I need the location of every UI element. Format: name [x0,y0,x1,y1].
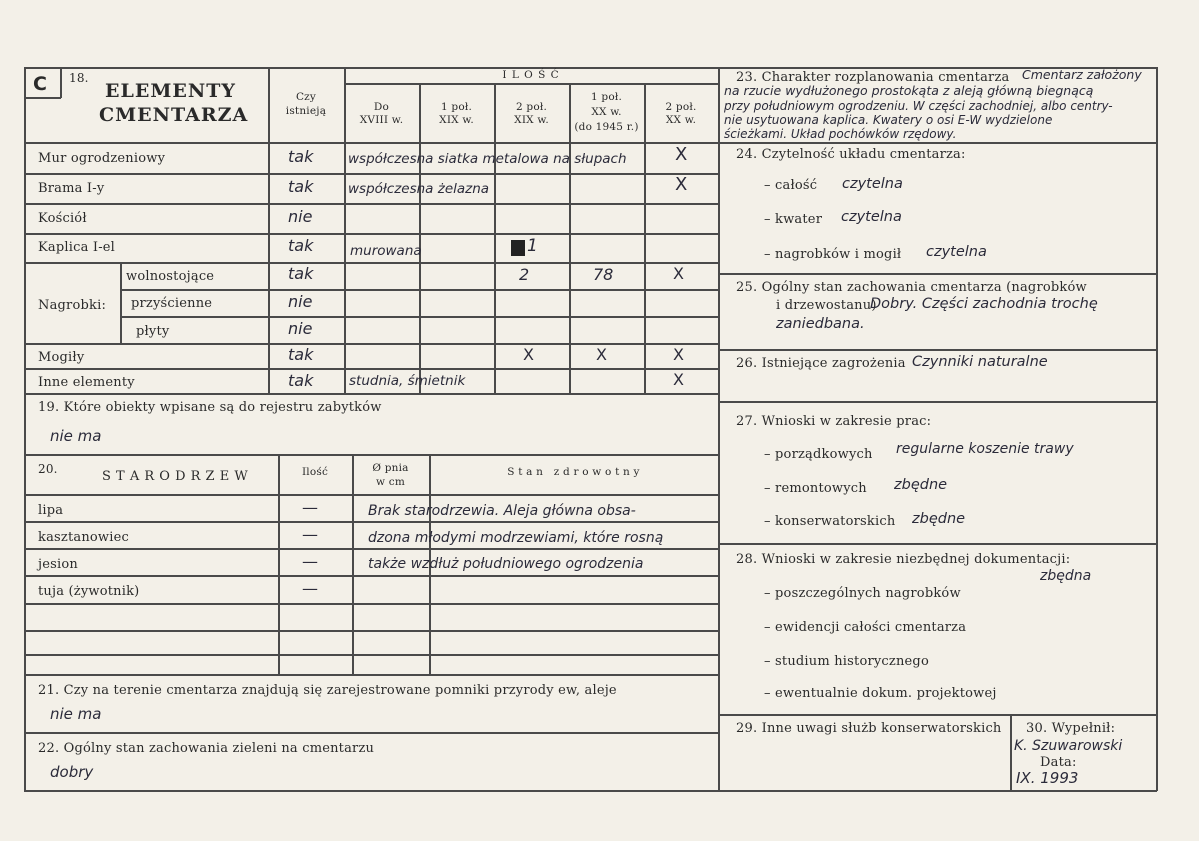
period-1-l2: XVIII w. [359,114,404,126]
q30-date: IX. 1993 [1016,769,1079,787]
period-3-l2: XIX w. [514,114,549,126]
q23-answer-1: Cmentarz założony [1022,67,1142,82]
row-line-7 [24,343,718,345]
row-label-mogily: Mogiły [38,350,85,365]
tree-lipa-qty: — [302,498,318,517]
q20-line-4 [24,603,718,605]
q26-answer: Czynniki naturalne [912,354,1048,370]
q20-line-5 [24,630,718,632]
desc-inne: studnia, śmietnik [349,373,466,389]
period-4-l1: 1 poł. [590,91,622,103]
q23-answer-5: ścieżkami. Układ pochówków rzędowy. [724,127,957,141]
q20-col-1 [278,454,280,674]
q20-stan: S t a n z d r o w o t n y [507,466,640,478]
frame-middle [718,67,720,791]
wolnostojace-c5: X [673,264,684,283]
q20-header: S T A R O D R Z E W [102,469,249,484]
q23-answer-3: przy południowym ogrodzeniu. W części zachodniej, albo centry- [724,99,1113,113]
q21-answer: nie ma [50,705,102,723]
mark-brama: X [675,174,688,195]
q30-date-label: Data: [1040,755,1077,770]
quantity-header: I L O Ś Ć [502,69,560,81]
q20-line-6 [24,654,718,656]
row-line-header [24,142,718,144]
mogily-c3: X [523,345,534,364]
q28-item-1: – poszczególnych nagrobków [764,586,961,601]
exists-header-1: Czy [295,91,317,103]
q24-item-1-answer: czytelna [842,176,903,192]
q27-item-3-label: – konserwatorskich [764,514,896,529]
q20-pnia-2: w cm [376,476,405,488]
q21-bottom [24,732,718,734]
row-label-plyty: płyty [136,324,170,339]
q30-label: 30. Wypełnił: [1026,721,1116,736]
exists-kaplica: tak [288,236,314,255]
exists-mur: tak [288,147,314,166]
row-label-przyscienne: przyścienne [131,296,213,311]
row-line-9 [24,393,718,395]
q26-label: 26. Istniejące zagrożenia [736,356,906,371]
q26-bottom [718,401,1156,403]
q25-answer-1: Dobry. Części zachodnia trochę [870,296,1098,312]
exists-przyscienne: nie [288,292,313,311]
q20-line-2 [24,548,718,550]
q27-item-1-answer: regularne koszenie trawy [896,441,1074,457]
period-4-l3: (do 1945 r.) [574,121,639,133]
quantity-header-line [344,83,718,85]
mogily-c4: X [596,345,607,364]
col-sep-1 [419,83,421,393]
exists-kosciol: nie [288,207,313,226]
col-sep-4 [644,83,646,393]
q22-answer: dobry [50,763,94,781]
title-line-2: CMENTARZA [99,104,249,126]
q24-item-3-answer: czytelna [926,244,987,260]
q23-answer-2: na rzucie wydłużonego prostokąta z aleją główną biegnącą [724,83,1094,98]
row-line-3 [24,233,718,235]
desc-brama: współczesna żelazna [348,181,490,197]
q27-item-3-answer: zbędne [912,511,966,527]
row-label-kaplica: Kaplica I-el [38,240,116,255]
period-4-l2: XX w. [591,106,622,118]
exists-plyty: nie [288,319,313,338]
q28-item-4: – ewentualnie dokum. projektowej [764,686,997,701]
q24-item-3-label: – nagrobków i mogił [764,247,902,262]
period-2-l2: XIX w. [439,114,474,126]
q30-sep [1010,714,1012,791]
period-3-l1: 2 poł. [515,101,547,113]
q19-label: 19. Które obiekty wpisane są do rejestru zabytków [38,400,382,415]
tree-tuja-qty: — [302,579,318,598]
tree-lipa: lipa [38,503,64,518]
q25-label-2: i drzewostanu) [776,298,877,313]
q22-label: 22. Ogólny stan zachowania zieleni na cmentarzu [38,741,375,756]
exists-mogily: tak [288,345,314,364]
q20-note-1: Brak starodrzewia. Aleja główna obsa- [368,503,636,519]
row-line-6 [120,316,718,318]
row-label-kosciol: Kościół [38,211,87,226]
period-5-l2: XX w. [665,114,697,126]
q27-item-2-answer: zbędne [894,477,948,493]
q24-label: 24. Czytelność układu cmentarza: [736,147,966,162]
box-c-right [60,68,62,98]
q28-item-3: – studium historycznego [764,654,929,669]
nagrobki-sub-sep [120,262,122,343]
q23-bottom [718,142,1156,144]
q19-bottom [24,454,718,456]
q24-item-2-answer: czytelna [841,209,902,225]
q23-answer-4: nie usytuowana kaplica. Kwatery o osi E-W wydzielone [724,113,1053,127]
row-label-inne: Inne elementy [38,375,135,390]
q20-pnia-1: Ø pnia [372,462,409,474]
q24-item-2-label: – kwater [764,212,823,227]
wolnostojace-c3: 2 [519,265,530,284]
tree-kasztanowiec: kasztanowiec [38,530,129,545]
frame-right [1156,67,1158,791]
row-line-8 [24,368,718,370]
row-label-nagrobki: Nagrobki: [38,298,107,313]
q20-note-2: dzona młodymi modrzewiami, które rosną [368,530,664,546]
q29-label: 29. Inne uwagi służb konserwatorskich [736,721,1002,736]
exists-header-2: istnieją [285,105,327,117]
q27-label: 27. Wnioski w zakresie prac: [736,414,932,429]
q20-note-3: także wzdłuż południowego ogrodzenia [368,556,644,572]
q28-bottom [718,714,1156,716]
q25-label-1: 25. Ogólny stan zachowania cmentarza (nagrobków [736,280,1087,295]
title-line-1: ELEMENTY [105,80,236,102]
q28-label: 28. Wnioski w zakresie niezbędnej dokumentacji: [736,552,1071,567]
exists-wolnostojace: tak [288,264,314,283]
q27-bottom [718,543,1156,545]
tree-tuja: tuja (żywotnik) [38,584,140,599]
q30-name: K. Szuwarowski [1014,738,1123,754]
count-kaplica: 1 [527,236,538,256]
tree-kasztanowiec-qty: — [302,525,318,544]
row-label-mur: Mur ogrodzeniowy [38,151,166,166]
q25-answer-2: zaniedbana. [776,316,865,332]
q19-answer: nie ma [50,427,102,445]
wolnostojace-c4: 78 [593,265,614,284]
q20-ilosc: Ilość [301,466,329,478]
period-5-l1: 2 poł. [665,101,697,113]
period-1-l1: Do [373,101,390,113]
exists-inne: tak [288,371,314,390]
row-line-5 [120,289,718,291]
q20-line-1 [24,521,718,523]
col-sep-2 [494,83,496,393]
section-number: 18. [69,71,89,85]
inne-c5: X [673,370,684,389]
mogily-c5: X [673,345,684,364]
tree-jesion-qty: — [302,552,318,571]
row-label-wolnostojace: wolnostojące [126,269,215,284]
row-line-2 [24,203,718,205]
q27-item-2-label: – remontowych [764,481,867,496]
q24-item-1-label: – całość [764,178,818,193]
mark-mur: X [675,144,688,165]
desc-kaplica: murowana [350,243,422,259]
q20-number: 20. [38,462,58,476]
row-line-1 [24,173,718,175]
exists-brama: tak [288,177,314,196]
q25-bottom [718,349,1156,351]
frame-left [24,67,26,791]
ink-blot [511,240,525,256]
box-c-bottom [24,97,61,99]
q28-item-2: – ewidencji całości cmentarza [764,620,967,635]
q27-item-1-label: – porządkowych [764,447,873,462]
q28-answer: zbędna [1040,568,1092,584]
frame-bottom [24,790,1157,792]
q21-label: 21. Czy na terenie cmentarza znajdują się zarejestrowane pomniki przyrody ew, aleje [38,683,617,698]
row-label-brama: Brama I-y [38,181,105,196]
period-2-l1: 1 poł. [440,101,472,113]
q20-line-0 [24,494,718,496]
q20-line-3 [24,575,718,577]
section-letter: C [33,73,48,95]
row-line-4 [24,262,718,264]
q23-label: 23. Charakter rozplanowania cmentarza [736,70,1010,85]
tree-jesion: jesion [38,557,78,572]
q24-bottom [718,273,1156,275]
q20-bottom [24,674,718,676]
desc-mur: współczesna siatka metalowa na słupach [348,151,627,167]
